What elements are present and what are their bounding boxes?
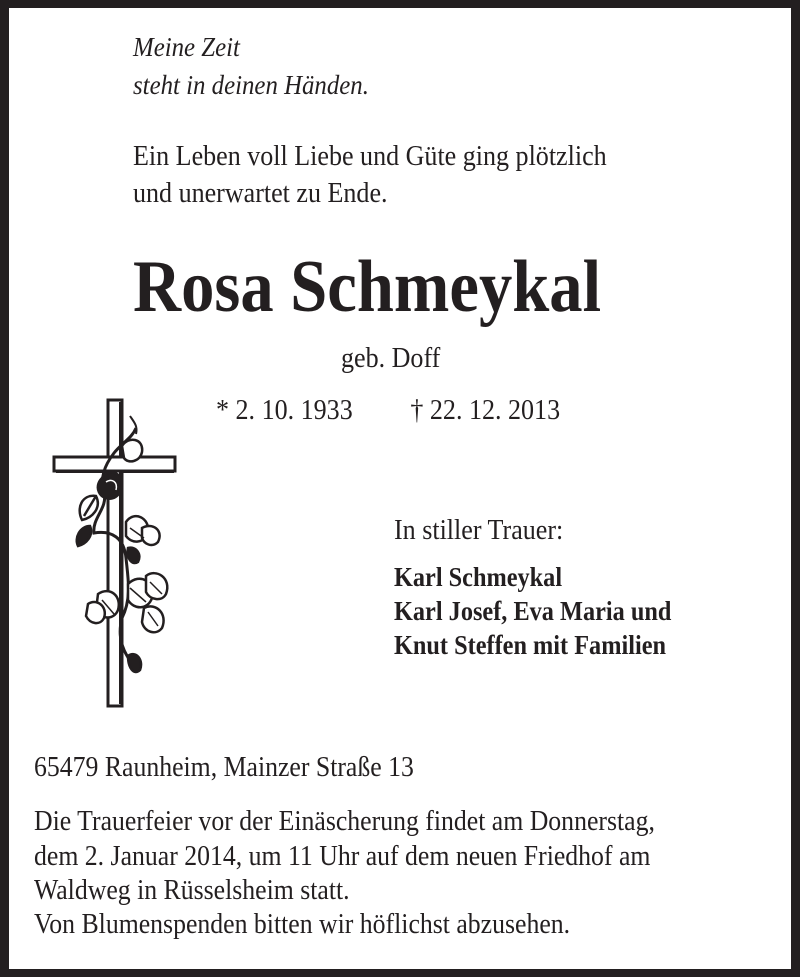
- life-dates: [216, 397, 560, 425]
- motto-line-2: steht in deinen Händen.: [133, 70, 369, 100]
- funeral-info-line-4: Von Blumenspenden bitten wir höflichst abzusehen.: [34, 909, 571, 940]
- funeral-info-line-3: Waldweg in Rüsselsheim statt.: [34, 875, 350, 906]
- intro-line-2: und unerwartet zu Ende.: [133, 178, 388, 209]
- funeral-info-line-2: dem 2. Januar 2014, um 11 Uhr auf dem neuen Friedhof am: [34, 841, 651, 872]
- birth-date: * 2. 10. 1933: [216, 395, 353, 426]
- deceased-name: Rosa Schmeykal: [133, 246, 602, 328]
- cross-with-roses-icon: [52, 398, 178, 710]
- mourner-line-1: Karl Schmeykal: [394, 562, 563, 592]
- intro-line-1: Ein Leben voll Liebe und Güte ging plötzlich: [133, 141, 607, 172]
- death-date: † 22. 12. 2013: [410, 395, 561, 426]
- funeral-info-line-1: Die Trauerfeier vor der Einäscherung findet am Donnerstag,: [34, 806, 655, 837]
- obituary-notice: [9, 8, 791, 969]
- mourner-line-3: Knut Steffen mit Familien: [394, 630, 667, 660]
- motto-line-1: Meine Zeit: [133, 32, 240, 62]
- birth-name: geb. Doff: [341, 343, 441, 374]
- address: 65479 Raunheim, Mainzer Straße 13: [34, 752, 414, 783]
- mourning-label: In stiller Trauer:: [394, 515, 564, 546]
- mourner-line-2: Karl Josef, Eva Maria und: [394, 596, 672, 626]
